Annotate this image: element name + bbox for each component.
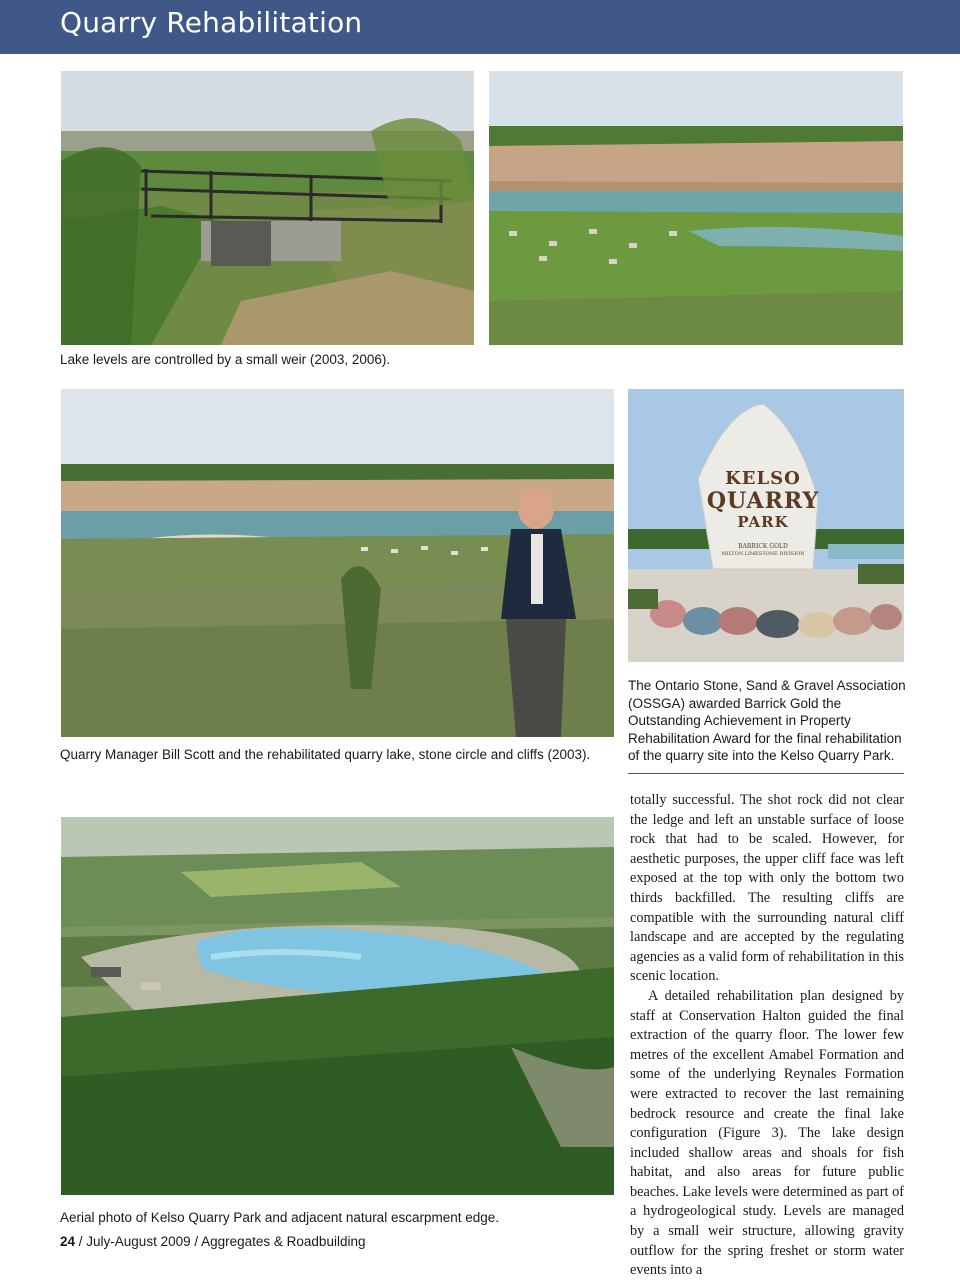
article-paragraph-1: totally successful. The shot rock did not clear the ledge and left an unstable surface of loose rock that had to be scaled. However, for aesthetic purposes, the upper cliff face was left exposed at the top with only the bottom two thirds backfilled. The resulting cliffs are compatible with the surrounding natural cliff landscape and are accepted by the regulating agencies as a valid form of rehabilitation in this scenic location. bbox=[630, 792, 904, 985]
sign-small-1: BARRICK GOLD bbox=[738, 543, 788, 550]
park-sign-photo bbox=[628, 389, 904, 662]
quarry-lake-photo bbox=[489, 71, 903, 345]
aerial-caption: Aerial photo of Kelso Quarry Park and adjacent natural escarpment edge. bbox=[60, 1210, 500, 1225]
manager-caption: Quarry Manager Bill Scott and the rehabilitated quarry lake, stone circle and cliffs (2003). bbox=[60, 747, 591, 762]
weir-caption: Lake levels are controlled by a small weir (2003, 2006). bbox=[60, 352, 391, 367]
manager-photo bbox=[61, 389, 614, 737]
weir-photo bbox=[61, 71, 474, 345]
aerial-photo bbox=[61, 817, 614, 1195]
page-footer bbox=[60, 1234, 365, 1249]
page-title: Quarry Rehabilitation bbox=[60, 6, 363, 39]
sign-line-quarry: QUARRY bbox=[706, 488, 820, 514]
sign-caption: The Ontario Stone, Sand & Gravel Association (OSSGA) awarded Barrick Gold the Outstanding Achievement in Property Rehabilitation Award for the final rehabilitation of the quarry site into the Kelso Quarry Park. bbox=[628, 678, 906, 763]
footer-text: / July-August 2009 / Aggregates & Roadbuilding bbox=[75, 1234, 366, 1249]
caption-divider bbox=[628, 773, 904, 774]
article-body bbox=[630, 791, 904, 1281]
sign-line-kelso: KELSO bbox=[725, 468, 801, 489]
page-number: 24 bbox=[60, 1234, 76, 1249]
article-paragraph-2: A detailed rehabilitation plan designed by staff at Conservation Halton guided the final extraction of the quarry floor. The lower few metres of the excellent Amabel Formation and some of the underlying Reynales Formation were extracted to recover the last remaining bedrock resource and create the final lake configuration (Figure 3). The lake design included shallow areas and shoals for fish habitat, and also areas for future public beaches. Lake levels were determined as part of a hydrogeological study. Levels are managed by a small weir structure, allowing gravity outflow for the spring freshet or storm water events into a bbox=[630, 987, 904, 1279]
sign-small-2: MILTON LIMESTONE DIVISION bbox=[721, 551, 805, 557]
sign-line-park: PARK bbox=[737, 513, 789, 531]
